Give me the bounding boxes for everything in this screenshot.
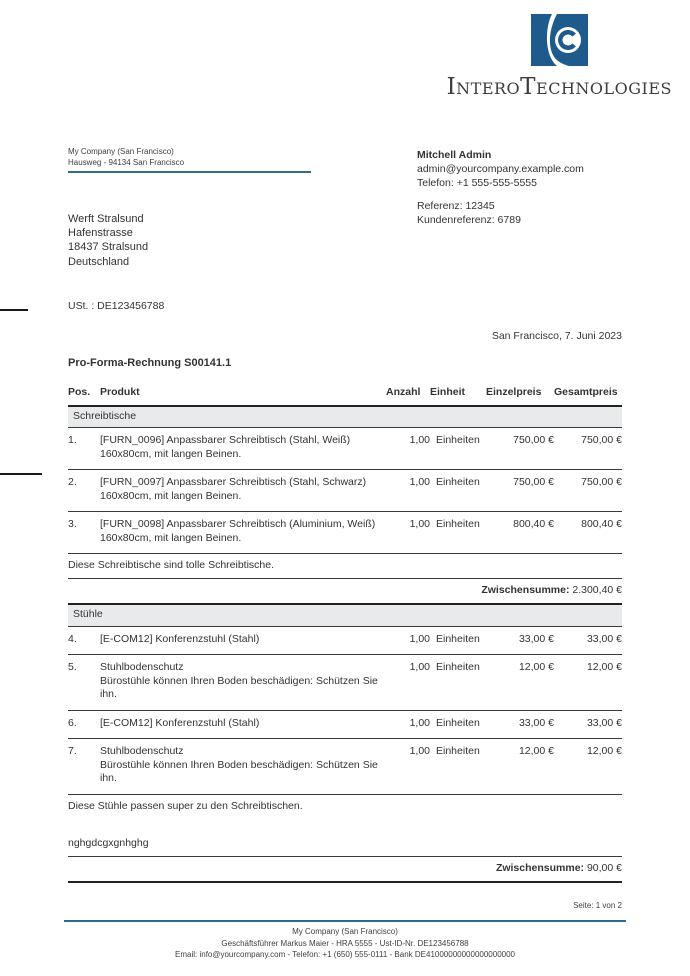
note-row: [68, 554, 622, 579]
recipient-block: [68, 212, 148, 269]
invoice-table: [68, 383, 622, 883]
item-pos: 7.: [68, 739, 100, 795]
note-row: [68, 832, 622, 856]
item-product: [100, 626, 386, 655]
item-name: [E-COM12] Konferenzstuhl (Stahl): [100, 632, 260, 645]
item-pos: 1.: [68, 428, 100, 470]
subtotal-label: Zwischensumme:: [495, 861, 585, 874]
item-qty: 1,00: [386, 626, 430, 655]
item-product: [100, 470, 386, 512]
recipient-country: Deutschland: [68, 255, 130, 268]
section-label: Stühle: [68, 604, 622, 626]
brand-wordmark: InteroTechnologies: [446, 74, 672, 100]
col-header-qty: Anzahl: [386, 383, 430, 406]
item-name: Stuhlbodenschutz: [100, 745, 184, 757]
section-row: [68, 604, 622, 626]
item-total: 800,40 €: [554, 512, 622, 554]
contact-phone: Telefon: +1 555-555-5555: [417, 176, 537, 189]
item-total: 12,00 €: [554, 655, 622, 711]
item-unit-price: 800,40 €: [486, 512, 554, 554]
contact-name: Mitchell Admin: [417, 149, 492, 161]
subtotal-value: 2.300,40 €: [569, 583, 622, 596]
footer-legal-line: Geschäftsführer Markus Maier - HRA 5555 - Ust-ID-Nr. DE123456788: [221, 938, 469, 948]
brand-logo-icon: [531, 14, 588, 66]
item-name: Stuhlbodenschutz: [100, 661, 184, 673]
footer-divider: [64, 920, 626, 922]
item-unit: Einheiten: [430, 470, 486, 512]
page-number: Seite: 1 von 2: [573, 901, 622, 910]
item-total: 33,00 €: [554, 710, 622, 739]
item-description: Bürostühle können Ihren Boden beschädigen: Schützen Sie ihn.: [100, 758, 378, 784]
table-header-row: [68, 383, 622, 406]
document-title: Pro-Forma-Rechnung S00141.1: [68, 357, 232, 369]
item-description: 160x80cm, mit langen Beinen.: [100, 531, 242, 544]
col-header-product: Produkt: [100, 383, 386, 406]
fold-mark-top: [0, 309, 28, 311]
subtotal-value: 90,00 €: [584, 861, 622, 874]
item-total: 750,00 €: [554, 470, 622, 512]
footer-block: [64, 920, 626, 961]
item-qty: 1,00: [386, 739, 430, 795]
sender-block: [68, 146, 311, 173]
item-unit-price: 33,00 €: [486, 710, 554, 739]
note-text: nghgdcgxgnhghg: [68, 832, 622, 856]
date-line: San Francisco, 7. Juni 2023: [491, 330, 622, 342]
subtotal-row: [68, 578, 622, 604]
item-total: 12,00 €: [554, 739, 622, 795]
item-product: [100, 739, 386, 795]
item-name: [FURN_0097] Anpassbarer Schreibtisch (Stahl, Schwarz): [100, 476, 367, 488]
col-header-unit-price: Einzelpreis: [486, 383, 554, 406]
item-unit: Einheiten: [430, 710, 486, 739]
customer-reference-line: Kundenreferenz: 6789: [417, 214, 521, 227]
recipient-city: 18437 Stralsund: [68, 241, 149, 254]
item-name: [FURN_0098] Anpassbarer Schreibtisch (Aluminium, Weiß): [100, 518, 376, 530]
item-row: [68, 512, 622, 554]
contact-email: admin@yourcompany.example.com: [417, 162, 584, 175]
col-header-total: Gesamtpreis: [554, 383, 622, 406]
subtotal-label: Zwischensumme:: [481, 583, 570, 596]
item-unit: Einheiten: [430, 428, 486, 470]
sender-line-1: My Company (San Francisco): [68, 147, 174, 156]
item-unit: Einheiten: [430, 655, 486, 711]
note-text: Diese Schreibtische sind tolle Schreibtische.: [68, 554, 622, 579]
item-unit: Einheiten: [430, 512, 486, 554]
subtotal-cell: [68, 856, 622, 882]
brand-block: [447, 14, 672, 99]
footer-contact-line: Email: info@yourcompany.com - Telefon: +1 (650) 555-0111 - Bank DE41000000000000000000: [175, 950, 515, 959]
item-row: [68, 428, 622, 470]
item-qty: 1,00: [386, 655, 430, 711]
item-product: [100, 512, 386, 554]
sender-divider: [68, 171, 311, 173]
item-row: [68, 626, 622, 655]
section-row: [68, 406, 622, 428]
item-unit-price: 33,00 €: [486, 626, 554, 655]
item-description: Bürostühle können Ihren Boden beschädigen: Schützen Sie ihn.: [100, 674, 378, 700]
contact-spacer: [417, 190, 584, 200]
spacer-cell: [68, 818, 622, 832]
item-qty: 1,00: [386, 710, 430, 739]
note-row: [68, 794, 622, 818]
reference-line: Referenz: 12345: [417, 200, 495, 213]
item-pos: 4.: [68, 626, 100, 655]
item-pos: 2.: [68, 470, 100, 512]
item-pos: 6.: [68, 710, 100, 739]
item-unit: Einheiten: [430, 626, 486, 655]
item-row: [68, 710, 622, 739]
item-unit-price: 12,00 €: [486, 655, 554, 711]
subtotal-cell: [68, 578, 622, 604]
spacer-row: [68, 818, 622, 832]
invoice-table-body: [68, 406, 622, 883]
footer-company-line: My Company (San Francisco): [292, 927, 398, 936]
item-total: 750,00 €: [554, 428, 622, 470]
item-unit-price: 750,00 €: [486, 428, 554, 470]
item-product: [100, 428, 386, 470]
fold-mark-center: [0, 473, 42, 475]
vat-line: USt. : DE123456788: [68, 300, 165, 312]
item-name: [FURN_0096] Anpassbarer Schreibtisch (Stahl, Weiß): [100, 434, 351, 446]
item-total: 33,00 €: [554, 626, 622, 655]
item-pos: 3.: [68, 512, 100, 554]
col-header-pos: Pos.: [68, 383, 100, 406]
item-row: [68, 739, 622, 795]
item-product: [100, 710, 386, 739]
item-unit-price: 750,00 €: [486, 470, 554, 512]
item-description: 160x80cm, mit langen Beinen.: [100, 489, 242, 502]
item-description: 160x80cm, mit langen Beinen.: [100, 447, 242, 460]
col-header-unit: Einheit: [430, 383, 486, 406]
contact-block: [417, 149, 584, 228]
item-unit-price: 12,00 €: [486, 739, 554, 795]
item-row: [68, 470, 622, 512]
section-label: Schreibtische: [68, 406, 622, 428]
item-qty: 1,00: [386, 512, 430, 554]
sender-line-2: Hausweg - 94134 San Francisco: [68, 158, 185, 167]
recipient-street: Hafenstrasse: [68, 227, 133, 240]
item-unit: Einheiten: [430, 739, 486, 795]
item-qty: 1,00: [386, 428, 430, 470]
note-text: Diese Stühle passen super zu den Schreibtischen.: [68, 799, 303, 812]
item-product: [100, 655, 386, 711]
item-qty: 1,00: [386, 470, 430, 512]
item-row: [68, 655, 622, 711]
item-name: [E-COM12] Konferenzstuhl (Stahl): [100, 716, 260, 729]
subtotal-row: [68, 856, 622, 882]
item-pos: 5.: [68, 655, 100, 711]
recipient-name: Werft Stralsund: [68, 213, 144, 225]
